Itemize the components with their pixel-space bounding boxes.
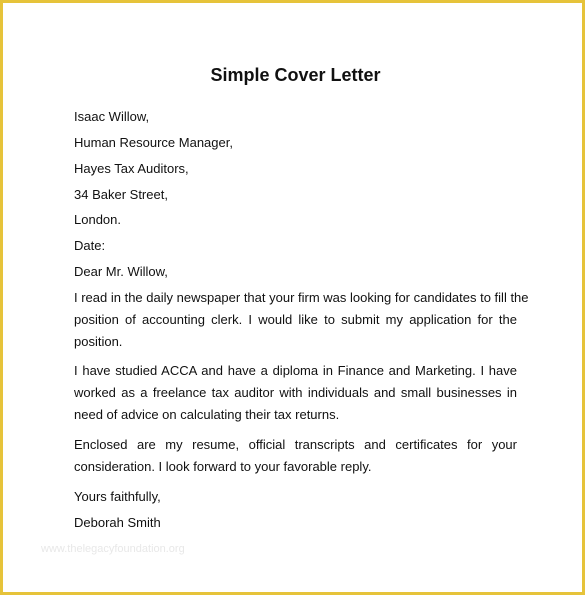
recipient-street: 34 Baker Street, bbox=[74, 187, 168, 202]
watermark: www.thelegacyfoundation.org bbox=[41, 543, 185, 555]
paragraph-line: position. bbox=[74, 334, 123, 349]
letter-title: Simple Cover Letter bbox=[210, 65, 381, 85]
paragraph-line: worked as a freelance tax auditor with individuals and small businesses in bbox=[74, 385, 517, 400]
signature-name: Deborah Smith bbox=[74, 515, 161, 530]
recipient-name: Isaac Willow, bbox=[74, 109, 150, 124]
paragraph-line: need of advice on calculating their tax returns. bbox=[74, 407, 340, 422]
recipient-position: Human Resource Manager, bbox=[74, 135, 233, 150]
recipient-city: London. bbox=[74, 212, 121, 227]
paragraph-line: I have studied ACCA and have a diploma in Finance and Marketing. I have bbox=[74, 363, 517, 378]
paragraph-line: position of accounting clerk. I would like to submit my application for the bbox=[74, 312, 517, 327]
paragraph-3 bbox=[74, 434, 517, 478]
date-label: Date: bbox=[74, 238, 106, 253]
paragraph-line: I read in the daily newspaper that your firm was looking for candidates to fill the bbox=[74, 290, 529, 305]
paragraph-line: Enclosed are my resume, official transcripts and certificates for your bbox=[74, 437, 517, 452]
paragraph-1 bbox=[74, 287, 529, 353]
paragraph-line: consideration. I look forward to your favorable reply. bbox=[74, 459, 372, 474]
closing: Yours faithfully, bbox=[74, 489, 161, 504]
paragraph-2 bbox=[74, 360, 517, 426]
recipient-company: Hayes Tax Auditors, bbox=[74, 161, 189, 176]
salutation: Dear Mr. Willow, bbox=[74, 264, 168, 279]
